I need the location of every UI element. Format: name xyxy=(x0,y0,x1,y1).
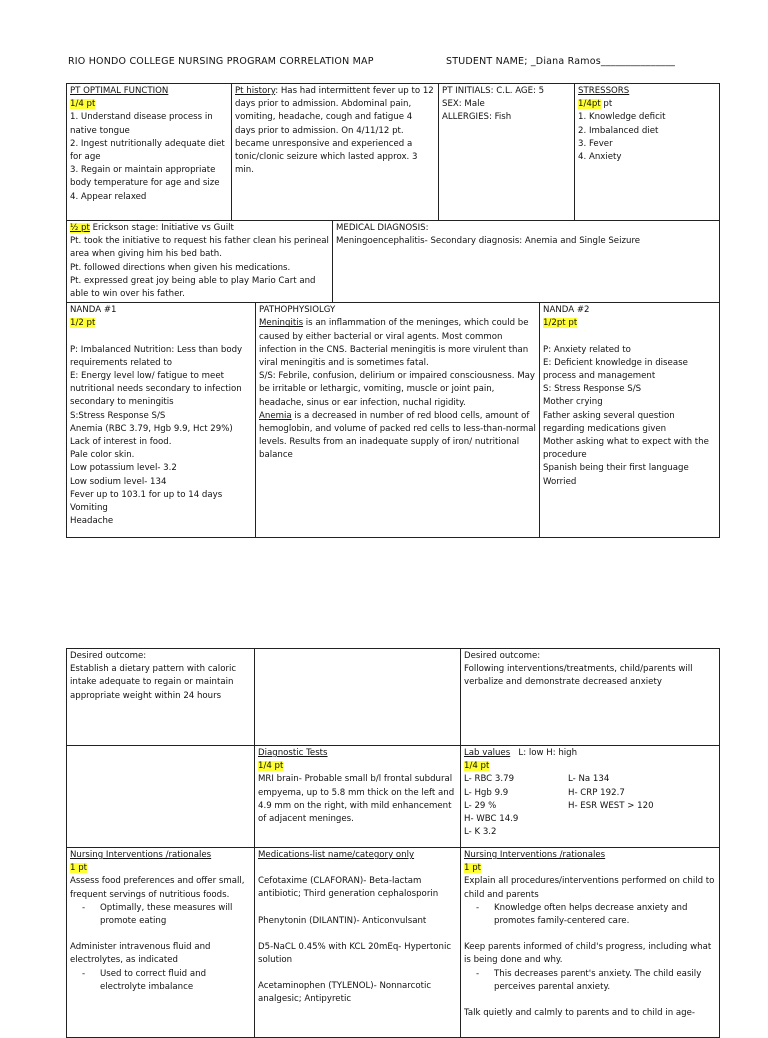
intervention: Assess food preferences and offer small, frequent servings of nutritious foods. xyxy=(70,876,245,900)
pathophysiology-cell xyxy=(256,303,540,538)
lab-value: H- CRP 192.7 xyxy=(568,787,625,798)
erickson-cell xyxy=(67,221,333,303)
diagnostic-tests-cell xyxy=(255,746,461,848)
desired-outcome-2-label: Desired outcome: xyxy=(464,651,541,661)
medication-item: D5-NaCL 0.45% with KCL 20mEq- Hypertonic solution xyxy=(258,941,452,966)
desired-outcome-1-text: Establish a dietary pattern with caloric intake adequate to regain or maintain appropriate weight within 24 hours xyxy=(70,664,237,701)
nursing-interventions-2-title: Nursing Interventions /rationales xyxy=(464,850,606,860)
intervention: Talk quietly and calmly to parents and to child in age- xyxy=(464,1008,695,1019)
meningitis-signs: S/S: Febrile, confusion, delirium or impaired consciousness. May be irritable or lethargic, vomiting, muscle or joint pain, headache, sinus or ear infection, nuchal rigidity. xyxy=(259,371,535,408)
nanda-1-points: 1/2 pt xyxy=(70,318,96,329)
pt-initials-age: PT INITIALS: C.L. AGE: 5 xyxy=(442,86,545,96)
diagnostic-tests-points: 1/4 pt xyxy=(258,761,284,772)
lab-value: H- WBC 14.9 xyxy=(464,814,519,825)
lab-value: H- ESR WEST > 120 xyxy=(568,800,654,811)
nanda-1-line: P: Imbalanced Nutrition: Less than body requirements related to xyxy=(70,344,243,368)
nanda-1-title: NANDA #1 xyxy=(70,305,117,316)
lab-values-cell xyxy=(461,746,720,848)
student-name-value: _Diana Ramos_______________ xyxy=(530,56,676,67)
nursing-interventions-1-cell xyxy=(67,848,255,1038)
nanda-1-line: Low potassium level- 3.2 xyxy=(70,463,177,474)
nanda-1-line: Anemia (RBC 3.79, Hgb 9.9, Hct 29%) xyxy=(70,423,233,434)
pt-allergies: ALLERGIES: Fish xyxy=(442,112,512,123)
lab-row xyxy=(464,800,716,813)
nursing-interventions-1-points: 1 pt xyxy=(70,863,88,874)
medication-item: Cefotaxime (CLAFORAN)- Beta-lactam antibiotic; Third generation cephalosporin xyxy=(258,876,439,900)
nursing-interventions-1-title: Nursing Interventions /rationales xyxy=(70,850,212,860)
erickson-points: ½ pt xyxy=(70,223,90,233)
rationale: - Knowledge often helps decrease anxiety and promotes family-centered care. xyxy=(476,902,716,928)
nanda-1-line: E: Energy level low/ fatigue to meet nutritional needs secondary to infection secondary to meningitis xyxy=(70,371,242,408)
pt-history-text: : Has had intermittent fever up to 12 days prior to admission. Abdominal pain, vomiting, headache, cough and fatigue 4 days prior to admission. On 4/11/12 pt. became unresponsive and experienced a tonic/clonic seizure which lasted approx. 3 min. xyxy=(235,86,434,176)
medications-title: Medications-list name/category only xyxy=(258,850,415,860)
stressor-item: 3. Fever xyxy=(578,138,613,149)
empty-cell xyxy=(255,649,461,746)
nanda-1-line: Pale color skin. xyxy=(70,450,135,461)
anemia-text: is a decreased in number of red blood cells, amount of hemoglobin, and volume of packed red cells to less-than-normal levels. Results from an inadequate supply of iron/ nutritional balance xyxy=(259,410,536,461)
optimal-function-cell xyxy=(67,84,232,221)
nanda-1-line: Headache xyxy=(70,516,114,527)
lab-value: L- Na 134 xyxy=(568,774,610,785)
optimal-function-title: PT OPTIMAL FUNCTION xyxy=(70,86,169,96)
desired-outcome-1-label: Desired outcome: xyxy=(70,651,147,661)
meningitis-text: is an inflammation of the meninges, which could be caused by either bacterial or viral agents. Most common infection in the CNS. Bacterial meningitis is more virulent than viral meningitis and is sometimes fatal. xyxy=(259,318,529,369)
lab-values-points: 1/4 pt xyxy=(464,761,490,772)
nanda-2-line: Mother crying xyxy=(543,397,603,408)
nanda-1-line: Lack of interest in food. xyxy=(70,437,172,448)
student-name-label: STUDENT NAME; xyxy=(446,56,531,67)
stressors-cell xyxy=(575,84,720,221)
student-name xyxy=(446,56,675,67)
document-title: RIO HONDO COLLEGE NURSING PROGRAM CORRELATION MAP xyxy=(68,56,374,67)
nursing-interventions-2-cell xyxy=(461,848,720,1038)
stressors-points-suffix: pt xyxy=(600,99,613,110)
desired-outcome-2-text: Following interventions/treatments, child/parents will verbalize and demonstrate decreased anxiety xyxy=(464,664,693,688)
erickson-line: Pt. took the initiative to request his father clean his perineal area when giving him his bed bath. xyxy=(70,236,329,260)
optimal-item: 4. Appear relaxed xyxy=(70,191,147,202)
rationale: - Used to correct fluid and electrolyte imbalance xyxy=(82,968,251,994)
nanda-1-cell xyxy=(67,303,256,538)
lab-values-legend: L: low H: high xyxy=(518,748,578,758)
nanda-1-line: Vomiting xyxy=(70,503,108,514)
pt-history-cell xyxy=(232,84,439,221)
intervention: Explain all procedures/interventions performed on child to child and parents xyxy=(464,876,715,900)
medical-diagnosis-cell xyxy=(333,221,720,303)
nanda-2-title: NANDA #2 xyxy=(543,305,590,316)
desired-outcome-1-cell xyxy=(67,649,255,746)
lab-row xyxy=(464,787,716,800)
stressor-item: 4. Anxiety xyxy=(578,152,622,163)
lab-values-title: Lab values xyxy=(464,748,511,758)
nanda-2-line: P: Anxiety related to xyxy=(543,344,631,355)
medications-cell xyxy=(255,848,461,1038)
nanda-1-line: Fever up to 103.1 for up to 14 days xyxy=(70,489,223,500)
desired-outcome-2-cell xyxy=(461,649,720,746)
empty-cell xyxy=(67,746,255,848)
stressor-item: 2. Imbalanced diet xyxy=(578,125,659,136)
care-plan-table xyxy=(66,648,720,1038)
lab-value: L- K 3.2 xyxy=(464,827,497,838)
erickson-stage: Erickson stage: Initiative vs Guilt xyxy=(89,223,234,233)
anemia-term: Anemia xyxy=(259,410,292,421)
stressor-item: 1. Knowledge deficit xyxy=(578,112,666,123)
medication-item: Phenytonin (DILANTIN)- Anticonvulsant xyxy=(258,915,427,926)
optimal-item: 3. Regain or maintain appropriate body temperature for age and size xyxy=(70,165,220,189)
nanda-2-line: Father asking several question regarding medications given xyxy=(543,410,675,434)
stressors-points: 1/4pt xyxy=(578,99,601,110)
optimal-item: 2. Ingest nutritionally adequate diet for age xyxy=(70,138,225,163)
diagnostic-tests-title: Diagnostic Tests xyxy=(258,748,328,758)
intervention: Administer intravenous fluid and electrolytes, as indicated xyxy=(70,942,211,966)
rationale: - Optimally, these measures will promote eating xyxy=(82,902,251,928)
stressors-title: STRESSORS xyxy=(578,86,630,96)
nanda-2-points: 1/2pt pt xyxy=(543,318,578,329)
pt-sex: SEX: Male xyxy=(442,99,485,110)
nanda-2-line: Mother asking what to expect with the procedure xyxy=(543,437,709,461)
lab-row xyxy=(464,826,716,839)
nursing-interventions-2-points: 1 pt xyxy=(464,863,482,874)
lab-row xyxy=(464,773,716,786)
optimal-function-points: 1/4 pt xyxy=(70,99,96,110)
intervention: Keep parents informed of child's progress, including what is being done and why. xyxy=(464,942,712,966)
erickson-line: Pt. followed directions when given his medications. xyxy=(70,262,291,273)
nanda-2-cell xyxy=(540,303,720,538)
lab-row xyxy=(464,813,716,826)
optimal-item: 1. Understand disease process in native tongue xyxy=(70,112,213,136)
nanda-2-line: Spanish being their first language xyxy=(543,463,689,474)
nanda-2-line: E: Deficient knowledge in disease process and management xyxy=(543,357,688,382)
medical-diagnosis-text: Meningoencephalitis- Secondary diagnosis: Anemia and Single Seizure xyxy=(336,236,641,247)
lab-value: L- RBC 3.79 xyxy=(464,774,515,785)
meningitis-term: Meningitis xyxy=(259,318,304,329)
pt-initials-cell xyxy=(439,84,575,221)
pt-history-label: Pt history xyxy=(235,86,276,96)
nanda-1-line: Low sodium level- 134 xyxy=(70,476,167,487)
lab-value: L- Hgb 9.9 xyxy=(464,787,509,798)
correlation-map-table xyxy=(66,83,720,538)
nanda-2-line: S: Stress Response S/S xyxy=(543,384,642,395)
pathophysiology-title: PATHOPHYSIOLGY xyxy=(259,305,336,316)
rationale: - This decreases parent's anxiety. The child easily perceives parental anxiety. xyxy=(476,968,716,994)
medical-diagnosis-title: MEDICAL DIAGNOSIS: xyxy=(336,223,429,233)
diagnostic-tests-text: MRI brain- Probable small b/l frontal subdural empyema, up to 5.8 mm thick on the left and 4.9 mm on the right, with mild enhancement of adjacent meninges. xyxy=(258,774,455,825)
nanda-2-line: Worried xyxy=(543,476,577,487)
nanda-1-line: S:Stress Response S/S xyxy=(70,410,166,421)
erickson-line: Pt. expressed great joy being able to play Mario Cart and able to win over his father. xyxy=(70,275,316,300)
lab-value: L- 29 % xyxy=(464,800,497,811)
medication-item: Acetaminophen (TYLENOL)- Nonnarcotic analgesic; Antipyretic xyxy=(258,981,432,1005)
